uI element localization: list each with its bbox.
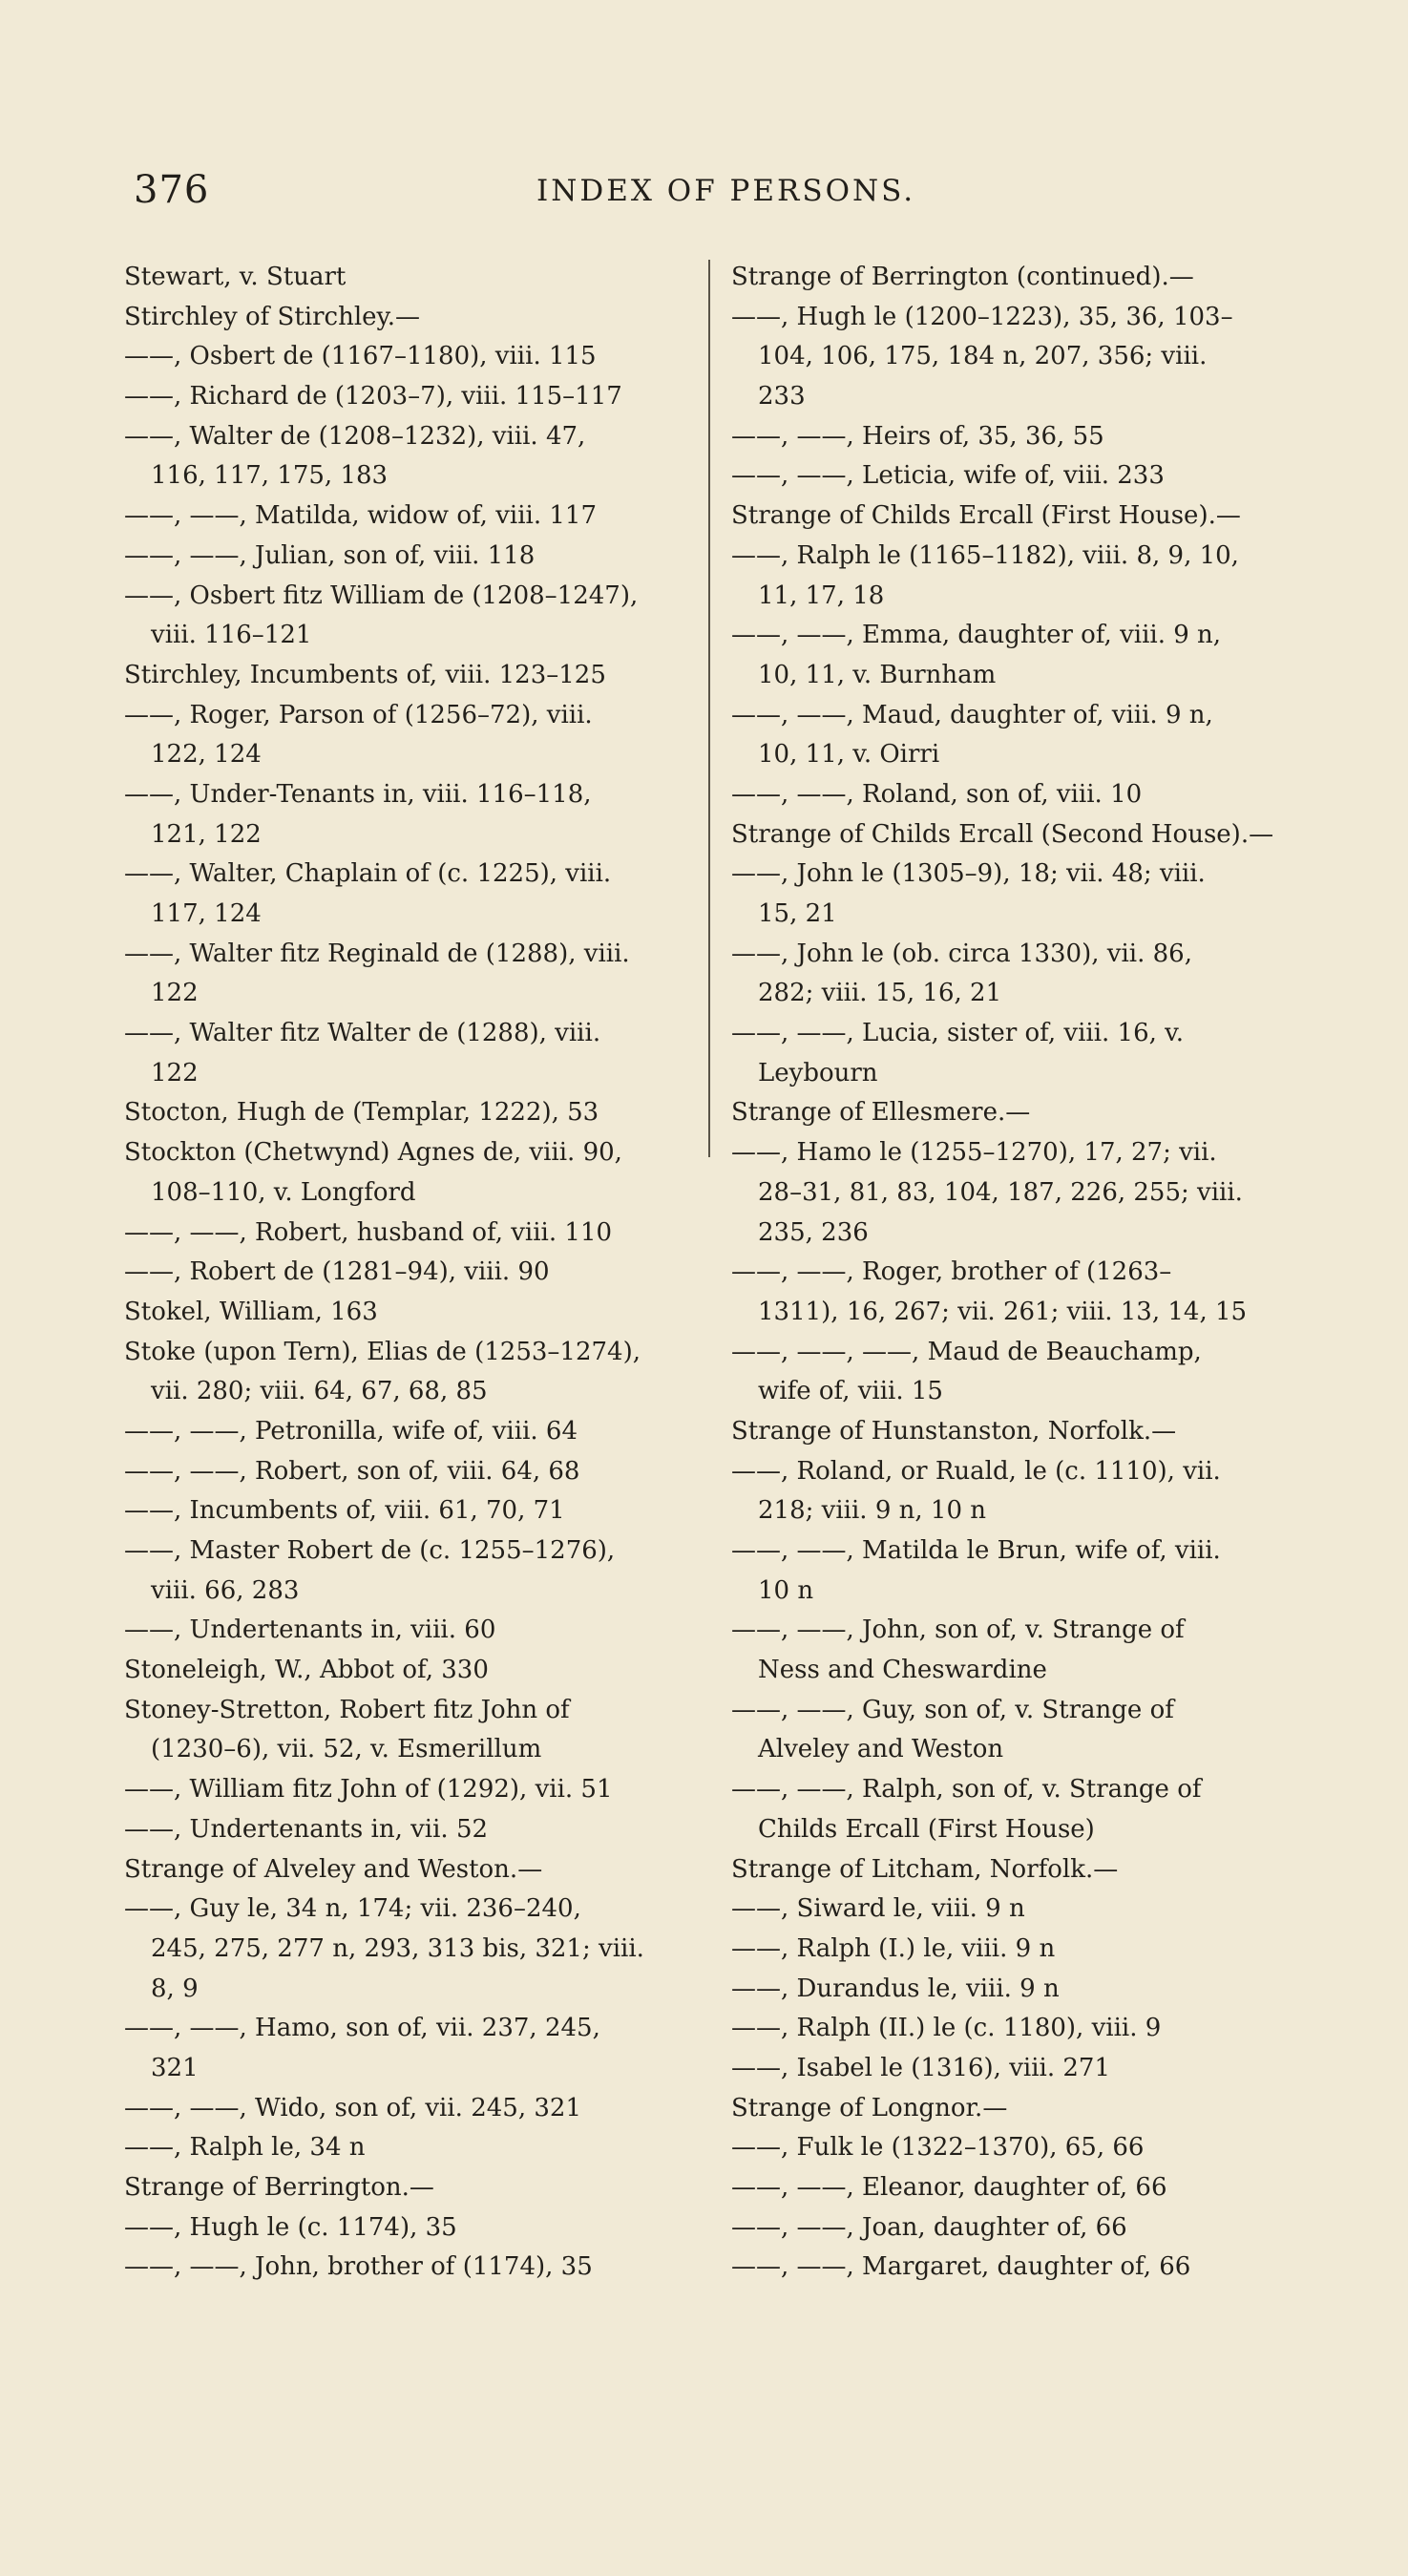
index-entry-line: 10 n (758, 1575, 814, 1605)
index-entry-line: Stockton (Chetwynd) Agnes de, viii. 90, (124, 1138, 622, 1168)
index-entry-line: ——, ——, Wido, son of, vii. 245, 321 (124, 2093, 581, 2122)
index-entry-line: Strange of Berrington.— (124, 2173, 434, 2202)
index-entry-line: Ness and Cheswardine (758, 1656, 1047, 1685)
index-entry-line: Alveley and Weston (758, 1735, 1004, 1764)
index-entry-line: Strange of Litcham, Norfolk.— (731, 1854, 1119, 1884)
index-entry-line: Stocton, Hugh de (Templar, 1222), 53 (124, 1098, 599, 1128)
index-entry-line: ——, Ralph le (1165–1182), viii. 8, 9, 10, (731, 540, 1239, 570)
index-entry-line: Strange of Alveley and Weston.— (124, 1854, 543, 1884)
index-entry-line: ——, Guy le, 34 n, 174; vii. 236–240, (124, 1894, 581, 1924)
index-entry-line: ——, Osbert fitz William de (1208–1247), (124, 581, 639, 610)
index-entry-line: 245, 275, 277 n, 293, 313 bis, 321; viii. (151, 1933, 644, 1963)
index-entry-line: ——, Ralph le, 34 n (124, 2133, 366, 2163)
index-entry-line: (1230–6), vii. 52, v. Esmerillum (151, 1735, 542, 1764)
index-entry-line: viii. 116–121 (151, 621, 312, 650)
index-entry-line: ——, Walter de (1208–1232), viii. 47, (124, 421, 586, 451)
index-entry-line: ——, ——, Eleanor, daughter of, 66 (731, 2173, 1167, 2202)
index-entry-line: ——, Osbert de (1167–1180), viii. 115 (124, 342, 597, 371)
index-entry-line: ——, ——, Margaret, daughter of, 66 (731, 2252, 1191, 2282)
index-entry-line: 28–31, 81, 83, 104, 187, 226, 255; viii. (758, 1177, 1243, 1207)
index-entry-line: ——, Fulk le (1322–1370), 65, 66 (731, 2133, 1145, 2163)
index-entry-line: 11, 17, 18 (758, 581, 885, 610)
index-entry-line: ——, Durandus le, viii. 9 n (731, 1974, 1060, 2003)
index-entry-line: ——, Hamo le (1255–1270), 17, 27; vii. (731, 1138, 1217, 1168)
index-entry-line: Stoneleigh, W., Abbot of, 330 (124, 1656, 489, 1685)
index-entry-line: ——, ——, Matilda le Brun, wife of, viii. (731, 1536, 1221, 1565)
index-entry-line: ——, William fitz John of (1292), vii. 51 (124, 1775, 613, 1805)
index-entry-line: ——, Hugh le (1200–1223), 35, 36, 103– (731, 302, 1233, 331)
index-entry-line: ——, Walter, Chaplain of (c. 1225), viii. (124, 859, 612, 889)
index-entry-line: 117, 124 (151, 899, 262, 928)
index-entry-line: Stokel, William, 163 (124, 1297, 378, 1326)
index-entry-line: 122 (151, 1058, 199, 1087)
index-entry-line: Strange of Hunstanston, Norfolk.— (731, 1416, 1177, 1446)
index-entry-line: 1311), 16, 267; vii. 261; viii. 13, 14, 15 (758, 1297, 1248, 1326)
index-entry-line: 233 (758, 382, 806, 412)
index-entry-line: 282; viii. 15, 16, 21 (758, 979, 1002, 1008)
index-entry-line: ——, ——, John, son of, v. Strange of (731, 1615, 1185, 1645)
index-entry-line: 8, 9 (151, 1974, 199, 2003)
index-entry-line: ——, Master Robert de (c. 1255–1276), (124, 1536, 616, 1565)
index-entry-line: ——, Walter fitz Walter de (1288), viii. (124, 1019, 601, 1048)
index-entry-line: Childs Ercall (First House) (758, 1814, 1095, 1844)
index-entry-line: Strange of Longnor.— (731, 2093, 1008, 2122)
column-divider (708, 260, 710, 1157)
index-entry-line: Stirchley of Stirchley.— (124, 302, 421, 331)
index-entry-line: ——, Undertenants in, vii. 52 (124, 1814, 489, 1844)
index-entry-line: 10, 11, v. Burnham (758, 660, 997, 689)
index-entry-line: wife of, viii. 15 (758, 1377, 943, 1406)
index-entry-line: ——, Robert de (1281–94), viii. 90 (124, 1257, 550, 1287)
index-entry-line: Strange of Ellesmere.— (731, 1098, 1031, 1128)
index-entry-line: Stewart, v. Stuart (124, 263, 347, 291)
index-entry-line: ——, Under-Tenants in, viii. 116–118, (124, 779, 592, 809)
running-title: INDEX OF PERSONS. (536, 174, 916, 208)
index-entry-line: ——, ——, Guy, son of, v. Strange of (731, 1695, 1174, 1724)
index-entry-line: ——, Ralph (II.) le (c. 1180), viii. 9 (731, 2014, 1162, 2043)
index-entry-line: ——, ——, Emma, daughter of, viii. 9 n, (731, 621, 1222, 650)
index-entry-line: ——, Undertenants in, viii. 60 (124, 1615, 496, 1645)
index-entry-line: 321 (151, 2053, 199, 2082)
index-entry-line: ——, ——, ——, Maud de Beauchamp, (731, 1337, 1202, 1366)
index-entry-line: 104, 106, 175, 184 n, 207, 356; viii. (758, 342, 1208, 371)
index-entry-line: 15, 21 (758, 899, 837, 928)
index-entry-line: Leybourn (758, 1058, 878, 1087)
index-entry-line: ——, ——, Petronilla, wife of, viii. 64 (124, 1416, 578, 1446)
index-entry-line: ——, ——, Roger, brother of (1263– (731, 1257, 1172, 1287)
index-entry-line: vii. 280; viii. 64, 67, 68, 85 (151, 1377, 488, 1406)
index-entry-line: 10, 11, v. Oirri (758, 740, 940, 770)
index-entry-line: ——, ——, Matilda, widow of, viii. 117 (124, 501, 597, 531)
index-entry-line: ——, ——, John, brother of (1174), 35 (124, 2252, 593, 2282)
index-entry-line: ——, ——, Heirs of, 35, 36, 55 (731, 421, 1104, 451)
index-entry-line: ——, ——, Roland, son of, viii. 10 (731, 779, 1143, 809)
index-entry-line: Strange of Berrington (continued).— (731, 263, 1194, 291)
index-entry-line: ——, ——, Robert, husband of, viii. 110 (124, 1217, 613, 1247)
index-entry-line: 116, 117, 175, 183 (151, 461, 389, 491)
index-entry-line: 122, 124 (151, 740, 262, 770)
index-entry-line: 218; viii. 9 n, 10 n (758, 1496, 986, 1526)
index-entry-line: ——, ——, Hamo, son of, vii. 237, 245, (124, 2014, 600, 2043)
index-entry-line: ——, Hugh le (c. 1174), 35 (124, 2212, 457, 2242)
index-entry-line: ——, Walter fitz Reginald de (1288), viii. (124, 939, 630, 968)
index-entry-line: Stoke (upon Tern), Elias de (1253–1274), (124, 1337, 641, 1366)
index-entry-line: ——, ——, Julian, son of, viii. 118 (124, 540, 536, 570)
index-entry-line: ——, Ralph (I.) le, viii. 9 n (731, 1933, 1056, 1963)
index-entry-line: 235, 236 (758, 1217, 869, 1247)
index-entry-line: ——, Richard de (1203–7), viii. 115–117 (124, 382, 622, 412)
index-entry-line: ——, Siward le, viii. 9 n (731, 1894, 1025, 1924)
index-entry-line: 122 (151, 979, 199, 1008)
index-entry-line: 108–110, v. Longford (151, 1177, 416, 1207)
index-entry-line: ——, ——, Leticia, wife of, viii. 233 (731, 461, 1165, 491)
index-entry-line: Stoney-Stretton, Robert fitz John of (124, 1695, 570, 1724)
index-entry-line: ——, ——, Maud, daughter of, viii. 9 n, (731, 700, 1213, 729)
index-entry-line: Strange of Childs Ercall (First House).— (731, 501, 1241, 531)
page-header (134, 168, 1279, 225)
index-entry-line: ——, ——, Robert, son of, viii. 64, 68 (124, 1456, 580, 1486)
index-entry-line: ——, Roland, or Ruald, le (c. 1110), vii. (731, 1456, 1221, 1486)
index-entry-line: viii. 66, 283 (151, 1575, 300, 1605)
index-entry-line: Stirchley, Incumbents of, viii. 123–125 (124, 660, 606, 689)
page-number: 376 (134, 168, 210, 212)
index-column-right (731, 258, 1304, 2288)
index-entry-line: 121, 122 (151, 819, 262, 849)
index-entry-line: ——, ——, Lucia, sister of, viii. 16, v. (731, 1019, 1185, 1048)
index-entry-line: ——, John le (1305–9), 18; vii. 48; viii. (731, 859, 1206, 889)
index-column-left (124, 258, 687, 2288)
index-entry-line: ——, John le (ob. circa 1330), vii. 86, (731, 939, 1192, 968)
index-entry-line: ——, Roger, Parson of (1256–72), viii. (124, 700, 593, 729)
index-entry-line: ——, ——, Joan, daughter of, 66 (731, 2212, 1127, 2242)
index-entry-line: ——, Incumbents of, viii. 61, 70, 71 (124, 1496, 565, 1526)
index-entry-line: ——, Isabel le (1316), viii. 271 (731, 2053, 1110, 2082)
index-entry-line: ——, ——, Ralph, son of, v. Strange of (731, 1775, 1202, 1805)
index-entry-line: Strange of Childs Ercall (Second House).— (731, 819, 1274, 849)
